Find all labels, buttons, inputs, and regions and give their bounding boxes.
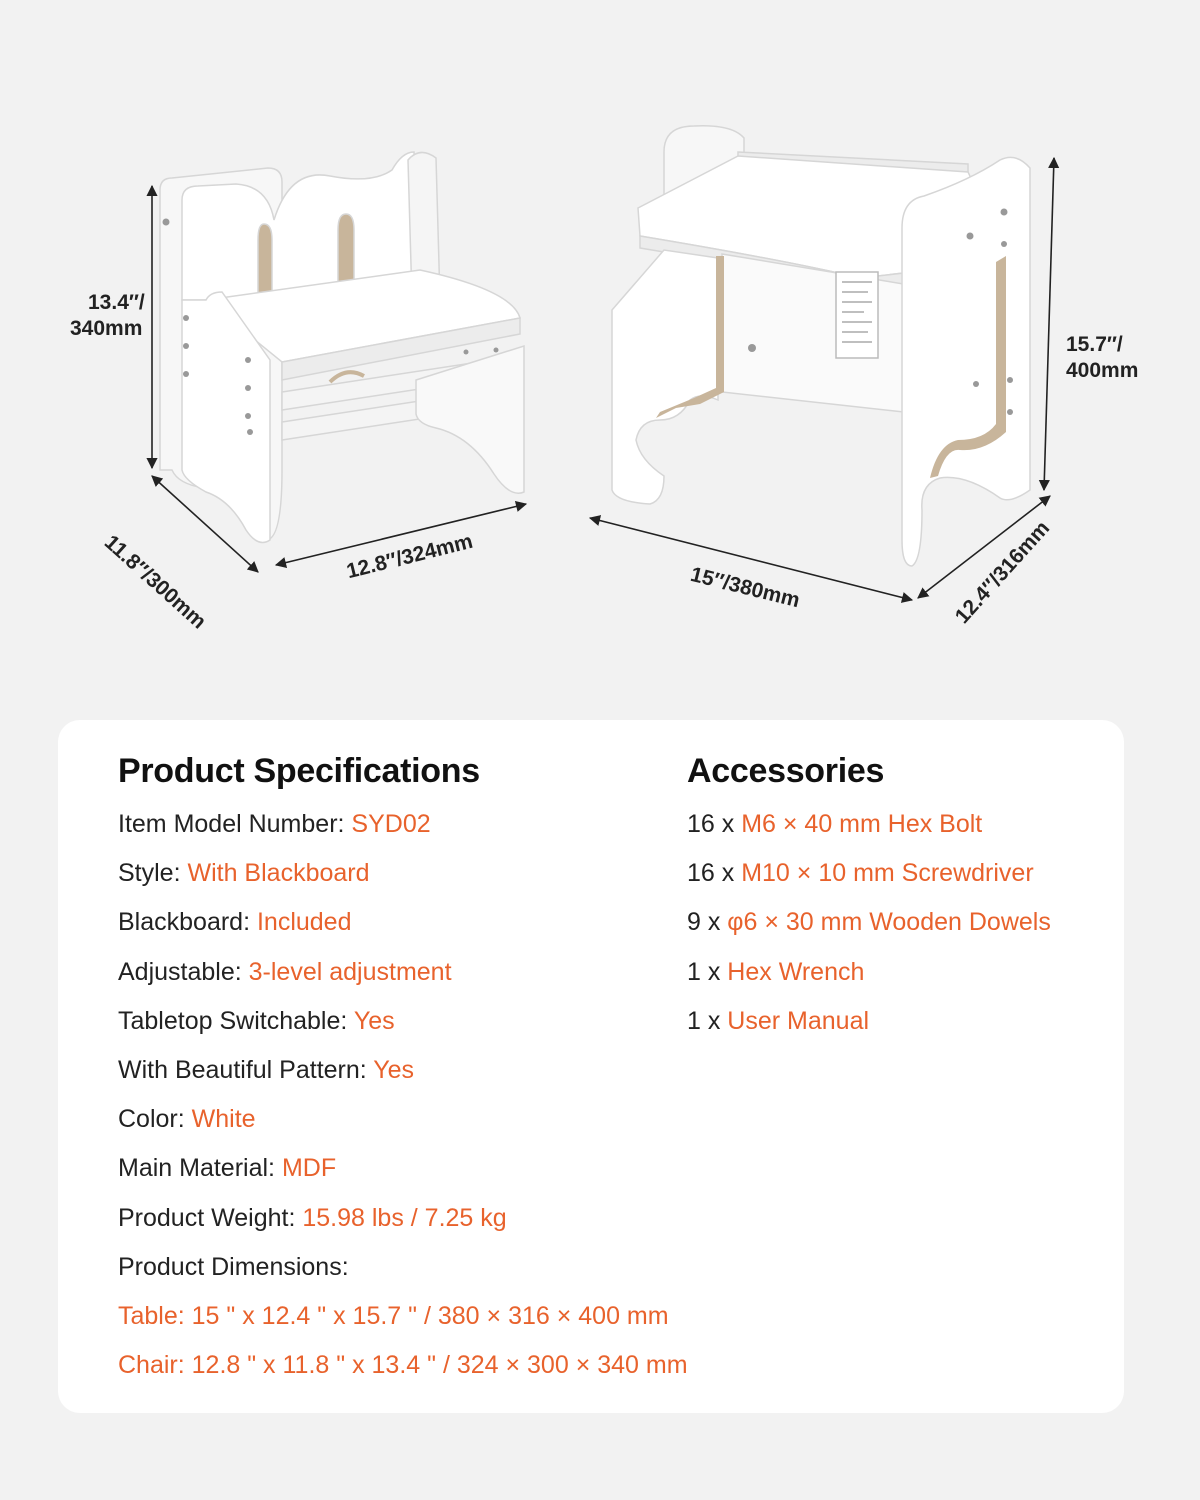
spec-item-label: Item Model Number: (118, 810, 352, 838)
spec-item-value: MDF (281, 1154, 337, 1183)
chair-depth-label: 11.8″/300mm (99, 530, 211, 634)
product-figure (0, 0, 1200, 690)
spec-item-value: With Blackboard (187, 859, 370, 888)
spec-item (118, 957, 452, 987)
spec-item-label: Product Dimensions: (118, 1252, 349, 1281)
spec-item-value: White (191, 1105, 256, 1134)
accessory-item (687, 907, 1051, 937)
spec-item-value: 3-level adjustment (248, 957, 452, 986)
spec-item-label: Color: (118, 1105, 192, 1134)
spec-item-value: Included (256, 908, 352, 937)
chair-height-inch: 13.4″/ (88, 291, 145, 314)
table-illustration (612, 126, 1030, 566)
accessory-item-value: M10 × 10 mm Screwdriver (741, 859, 1034, 888)
accessories-heading: Accessories (687, 752, 885, 790)
specification-card (58, 720, 1124, 1413)
table-height-mm: 400mm (1066, 359, 1139, 382)
spec-item-label: With Beautiful Pattern: (118, 1056, 374, 1084)
accessory-item (687, 858, 1034, 888)
spec-item (118, 1301, 669, 1331)
spec-item-value: Table: 15 " x 12.4 " x 15.7 " / 380 × 316 × 400 mm (118, 1302, 669, 1330)
accessory-item-value: M6 × 40 mm Hex Bolt (741, 810, 983, 838)
table-height-inch: 15.7″/ (1066, 333, 1123, 356)
chair-width-label: 12.8″/324mm (344, 529, 476, 584)
spec-item-value: Yes (373, 1056, 415, 1084)
table-width-label: 15″/380mm (688, 562, 803, 613)
accessory-item-value: φ6 × 30 mm Wooden Dowels (727, 908, 1051, 937)
spec-item (118, 809, 431, 839)
accessory-item (687, 809, 982, 839)
accessory-item-label: 1 x (687, 1006, 728, 1035)
spec-item (118, 1153, 336, 1183)
accessory-item-label: 16 x (687, 810, 742, 838)
spec-item (118, 1252, 349, 1282)
spec-item (118, 1104, 256, 1134)
spec-item-value: Chair: 12.8 " x 11.8 " x 13.4 " / 324 × 300 × 340 mm (118, 1351, 688, 1380)
accessory-item (687, 1006, 869, 1036)
spec-item (118, 1350, 688, 1380)
spec-item-value: SYD02 (351, 810, 431, 838)
spec-item-label: Style: (118, 859, 188, 888)
spec-item-label: Tabletop Switchable: (118, 1006, 354, 1035)
table-height-label (1066, 332, 1138, 384)
accessory-item (687, 957, 864, 987)
chair-height-mm: 340mm (70, 317, 143, 340)
specs-heading: Product Specifications (118, 752, 480, 790)
accessory-item-value: Hex Wrench (727, 957, 865, 986)
spec-item-label: Main Material: (118, 1154, 282, 1183)
accessory-item-label: 16 x (687, 859, 742, 888)
spec-item-value: 15.98 lbs / 7.25 kg (302, 1203, 507, 1232)
accessory-item-label: 9 x (687, 908, 728, 937)
spec-item (118, 1055, 414, 1085)
accessory-item-value: User Manual (727, 1006, 870, 1035)
spec-item-label: Product Weight: (118, 1203, 303, 1232)
spec-item-label: Blackboard: (118, 908, 257, 937)
accessory-item-label: 1 x (687, 957, 728, 986)
product-illustration (0, 0, 1200, 690)
spec-item (118, 1203, 507, 1233)
spec-item (118, 858, 370, 888)
spec-item (118, 907, 352, 937)
chair-illustration (160, 152, 524, 542)
spec-item-value: Yes (353, 1006, 395, 1035)
chair-height-label (70, 290, 145, 342)
table-depth-label: 12.4″/316mm (950, 516, 1055, 629)
spec-item (118, 1006, 395, 1036)
spec-item-label: Adjustable: (118, 957, 249, 986)
